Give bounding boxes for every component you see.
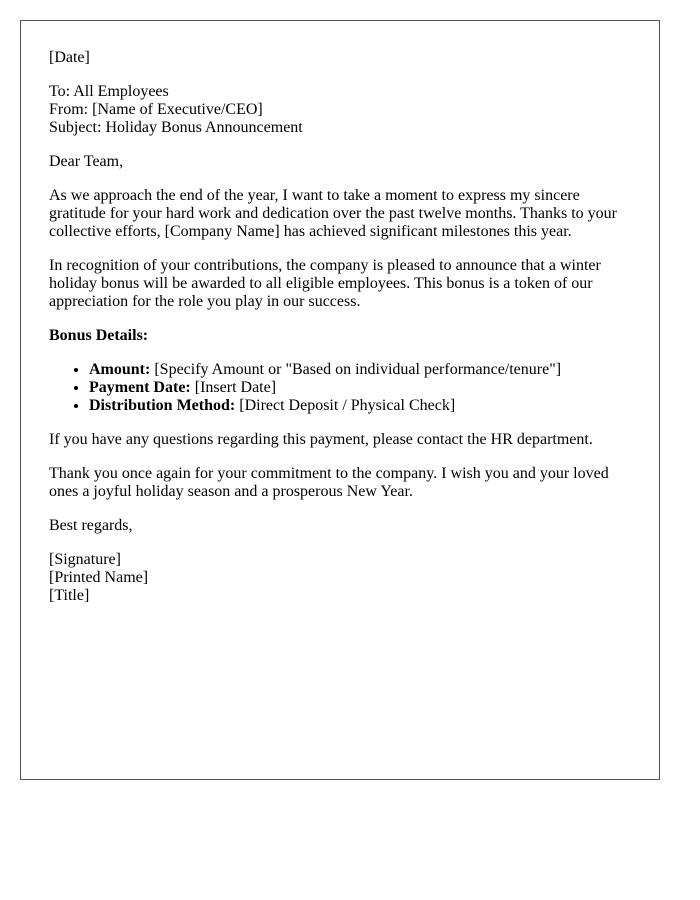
subject-line: Subject: Holiday Bonus Announcement <box>49 119 303 136</box>
intro-paragraph: As we approach the end of the year, I want to take a moment to express my sincere gratitude for your hard work and dedication over the past twelve months. Thanks to your collective efforts, [Company Name] has achieved significant milestones this year. <box>49 187 618 240</box>
signature-line: [Signature] <box>49 551 121 568</box>
recognition-paragraph: In recognition of your contributions, the company is pleased to announce that a winter holiday bonus will be awarded to all eligible employees. This bonus is a token of our appreciation for the role you play in our success. <box>49 257 601 310</box>
bonus-detail-value: [Direct Deposit / Physical Check] <box>235 397 456 414</box>
bonus-detail-label: Amount: <box>89 361 151 378</box>
salutation: Dear Team, <box>49 153 124 170</box>
thanks-paragraph: Thank you once again for your commitment to the company. I wish you and your loved ones a joyful holiday season and a prosperous New Year. <box>49 465 609 500</box>
bonus-detail-value: [Insert Date] <box>190 379 277 396</box>
title-line: [Title] <box>49 587 90 604</box>
bonus-detail-payment-date <box>89 379 631 397</box>
to-line: To: All Employees <box>49 83 169 100</box>
bonus-detail-amount <box>89 361 631 379</box>
letter-header <box>49 83 631 137</box>
bonus-detail-value: [Specify Amount or "Based on individual performance/tenure"] <box>150 361 562 378</box>
printed-name-line: [Printed Name] <box>49 569 149 586</box>
bonus-detail-label: Distribution Method: <box>89 397 236 414</box>
bonus-detail-distribution-method <box>89 397 631 415</box>
letter-page <box>20 20 660 780</box>
closing: Best regards, <box>49 517 133 534</box>
bonus-detail-label: Payment Date: <box>89 379 191 396</box>
bonus-details-title: Bonus Details: <box>49 327 149 344</box>
from-line: From: [Name of Executive/CEO] <box>49 101 263 118</box>
letter-date: [Date] <box>49 49 90 66</box>
signature-block <box>49 551 631 605</box>
bonus-details-list <box>49 361 631 415</box>
questions-paragraph: If you have any questions regarding this payment, please contact the HR department. <box>49 431 593 448</box>
